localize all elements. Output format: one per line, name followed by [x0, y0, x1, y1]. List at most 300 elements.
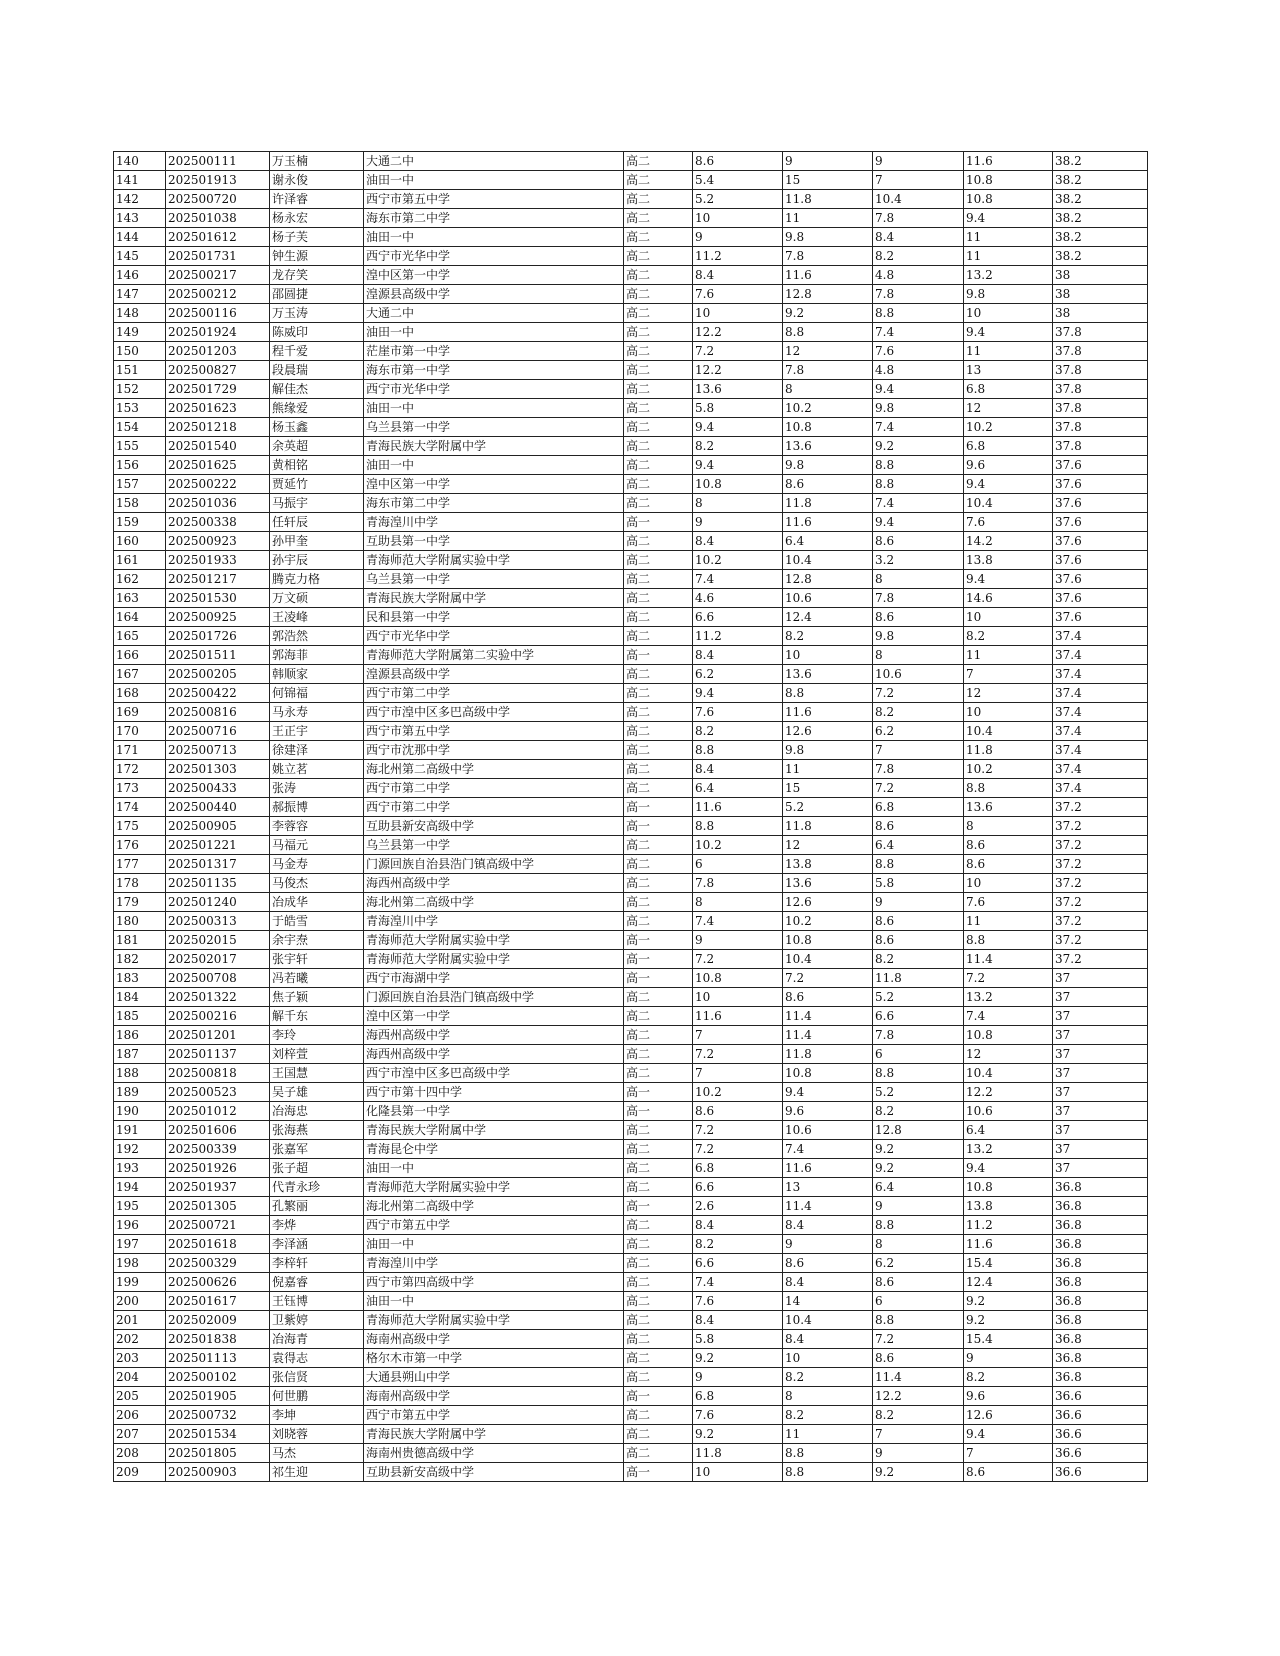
score-4-cell: 10.2	[964, 418, 1053, 437]
score-table-body	[114, 152, 1148, 1482]
grade-cell: 高一	[624, 1387, 693, 1406]
id-cell: 202500216	[166, 1007, 270, 1026]
total-cell: 37.6	[1053, 551, 1148, 570]
score-4-cell: 11.4	[964, 950, 1053, 969]
score-1-cell: 8.6	[693, 152, 783, 171]
school-cell: 乌兰县第一中学	[364, 570, 624, 589]
name-cell: 祁生迎	[270, 1463, 364, 1482]
score-2-cell: 8.4	[783, 1273, 873, 1292]
score-1-cell: 8.2	[693, 437, 783, 456]
score-1-cell: 4.6	[693, 589, 783, 608]
rank-cell: 172	[114, 760, 166, 779]
grade-cell: 高二	[624, 437, 693, 456]
total-cell: 37.2	[1053, 798, 1148, 817]
name-cell: 郭浩然	[270, 627, 364, 646]
school-cell: 海南州高级中学	[364, 1387, 624, 1406]
rank-cell: 182	[114, 950, 166, 969]
school-cell: 湟中区第一中学	[364, 1007, 624, 1026]
score-1-cell: 10	[693, 209, 783, 228]
name-cell: 杨永宏	[270, 209, 364, 228]
id-cell: 202501036	[166, 494, 270, 513]
total-cell: 38.2	[1053, 190, 1148, 209]
school-cell: 青海民族大学附属中学	[364, 1121, 624, 1140]
rank-cell: 174	[114, 798, 166, 817]
score-3-cell: 8.8	[873, 475, 964, 494]
rank-cell: 190	[114, 1102, 166, 1121]
score-3-cell: 9	[873, 893, 964, 912]
total-cell: 37	[1053, 1064, 1148, 1083]
grade-cell: 高二	[624, 665, 693, 684]
score-3-cell: 11.8	[873, 969, 964, 988]
score-3-cell: 7	[873, 1425, 964, 1444]
rank-cell: 193	[114, 1159, 166, 1178]
score-1-cell: 8	[693, 893, 783, 912]
score-1-cell: 10	[693, 988, 783, 1007]
score-2-cell: 8.4	[783, 1216, 873, 1235]
rank-cell: 196	[114, 1216, 166, 1235]
grade-cell: 高二	[624, 1140, 693, 1159]
rank-cell: 209	[114, 1463, 166, 1482]
grade-cell: 高二	[624, 1330, 693, 1349]
score-4-cell: 6.8	[964, 437, 1053, 456]
table-row	[114, 1064, 1148, 1083]
score-1-cell: 11.6	[693, 1007, 783, 1026]
grade-cell: 高二	[624, 741, 693, 760]
school-cell: 油田一中	[364, 1159, 624, 1178]
table-row	[114, 1311, 1148, 1330]
id-cell: 202501317	[166, 855, 270, 874]
rank-cell: 195	[114, 1197, 166, 1216]
school-cell: 湟中区第一中学	[364, 475, 624, 494]
score-3-cell: 9	[873, 1197, 964, 1216]
name-cell: 于皓雪	[270, 912, 364, 931]
total-cell: 37.2	[1053, 817, 1148, 836]
table-row	[114, 1102, 1148, 1121]
name-cell: 倪嘉睿	[270, 1273, 364, 1292]
grade-cell: 高二	[624, 1007, 693, 1026]
score-4-cell: 9.4	[964, 323, 1053, 342]
rank-cell: 173	[114, 779, 166, 798]
name-cell: 马振宇	[270, 494, 364, 513]
grade-cell: 高二	[624, 684, 693, 703]
id-cell: 202501221	[166, 836, 270, 855]
total-cell: 37	[1053, 1159, 1148, 1178]
score-3-cell: 8	[873, 1235, 964, 1254]
score-2-cell: 8.8	[783, 1463, 873, 1482]
score-4-cell: 11.6	[964, 152, 1053, 171]
rank-cell: 171	[114, 741, 166, 760]
id-cell: 202500716	[166, 722, 270, 741]
id-cell: 202501511	[166, 646, 270, 665]
total-cell: 37	[1053, 1026, 1148, 1045]
score-2-cell: 10	[783, 1349, 873, 1368]
table-row	[114, 1387, 1148, 1406]
table-row	[114, 931, 1148, 950]
name-cell: 杨玉鑫	[270, 418, 364, 437]
id-cell: 202501534	[166, 1425, 270, 1444]
score-1-cell: 6	[693, 855, 783, 874]
table-row	[114, 190, 1148, 209]
grade-cell: 高二	[624, 190, 693, 209]
name-cell: 冯若曦	[270, 969, 364, 988]
score-3-cell: 7.8	[873, 1026, 964, 1045]
rank-cell: 184	[114, 988, 166, 1007]
name-cell: 孙甲奎	[270, 532, 364, 551]
score-1-cell: 6.6	[693, 1178, 783, 1197]
grade-cell: 高二	[624, 893, 693, 912]
table-row	[114, 779, 1148, 798]
score-3-cell: 8.8	[873, 1216, 964, 1235]
school-cell: 海北州第二高级中学	[364, 760, 624, 779]
score-3-cell: 7.2	[873, 684, 964, 703]
school-cell: 油田一中	[364, 456, 624, 475]
total-cell: 37.2	[1053, 855, 1148, 874]
score-1-cell: 9.4	[693, 456, 783, 475]
score-2-cell: 12.6	[783, 893, 873, 912]
score-2-cell: 11	[783, 209, 873, 228]
score-1-cell: 10.8	[693, 969, 783, 988]
score-1-cell: 9	[693, 931, 783, 950]
score-3-cell: 8.6	[873, 608, 964, 627]
table-row	[114, 418, 1148, 437]
score-4-cell: 9.4	[964, 209, 1053, 228]
score-4-cell: 11.2	[964, 1216, 1053, 1235]
total-cell: 37.6	[1053, 608, 1148, 627]
score-3-cell: 8.2	[873, 950, 964, 969]
name-cell: 龙存笑	[270, 266, 364, 285]
id-cell: 202500440	[166, 798, 270, 817]
total-cell: 37.4	[1053, 779, 1148, 798]
rank-cell: 169	[114, 703, 166, 722]
table-row	[114, 1349, 1148, 1368]
score-4-cell: 8	[964, 817, 1053, 836]
school-cell: 湟源县高级中学	[364, 285, 624, 304]
id-cell: 202501933	[166, 551, 270, 570]
score-2-cell: 7.2	[783, 969, 873, 988]
score-3-cell: 8.6	[873, 532, 964, 551]
score-2-cell: 15	[783, 779, 873, 798]
score-3-cell: 8.8	[873, 855, 964, 874]
name-cell: 程千爱	[270, 342, 364, 361]
rank-cell: 194	[114, 1178, 166, 1197]
score-3-cell: 4.8	[873, 266, 964, 285]
score-3-cell: 9.2	[873, 437, 964, 456]
total-cell: 36.6	[1053, 1425, 1148, 1444]
school-cell: 海西州高级中学	[364, 1045, 624, 1064]
score-2-cell: 8.2	[783, 1368, 873, 1387]
score-1-cell: 6.4	[693, 779, 783, 798]
score-1-cell: 7.6	[693, 1292, 783, 1311]
total-cell: 37.8	[1053, 437, 1148, 456]
rank-cell: 189	[114, 1083, 166, 1102]
score-2-cell: 10.4	[783, 1311, 873, 1330]
score-2-cell: 7.8	[783, 247, 873, 266]
grade-cell: 高二	[624, 1292, 693, 1311]
id-cell: 202501913	[166, 171, 270, 190]
name-cell: 王正宇	[270, 722, 364, 741]
score-4-cell: 12.4	[964, 1273, 1053, 1292]
id-cell: 202501240	[166, 893, 270, 912]
total-cell: 36.8	[1053, 1292, 1148, 1311]
id-cell: 202501905	[166, 1387, 270, 1406]
rank-cell: 146	[114, 266, 166, 285]
total-cell: 37.2	[1053, 931, 1148, 950]
rank-cell: 187	[114, 1045, 166, 1064]
table-row	[114, 1292, 1148, 1311]
table-row	[114, 1368, 1148, 1387]
name-cell: 余宇焘	[270, 931, 364, 950]
school-cell: 油田一中	[364, 171, 624, 190]
name-cell: 马永寿	[270, 703, 364, 722]
score-2-cell: 11.8	[783, 494, 873, 513]
grade-cell: 高一	[624, 950, 693, 969]
score-4-cell: 10.4	[964, 722, 1053, 741]
score-3-cell: 7.4	[873, 494, 964, 513]
school-cell: 互助县第一中学	[364, 532, 624, 551]
score-3-cell: 7.6	[873, 342, 964, 361]
rank-cell: 148	[114, 304, 166, 323]
score-3-cell: 8.8	[873, 456, 964, 475]
total-cell: 37	[1053, 1045, 1148, 1064]
score-2-cell: 11.8	[783, 1045, 873, 1064]
score-2-cell: 12	[783, 342, 873, 361]
score-3-cell: 12.8	[873, 1121, 964, 1140]
score-4-cell: 10.6	[964, 1102, 1053, 1121]
score-2-cell: 12.6	[783, 722, 873, 741]
name-cell: 代青永珍	[270, 1178, 364, 1197]
score-1-cell: 6.6	[693, 608, 783, 627]
school-cell: 西宁市沈那中学	[364, 741, 624, 760]
name-cell: 袁得志	[270, 1349, 364, 1368]
score-1-cell: 6.2	[693, 665, 783, 684]
table-row	[114, 437, 1148, 456]
score-2-cell: 13.6	[783, 437, 873, 456]
id-cell: 202501612	[166, 228, 270, 247]
table-row	[114, 1330, 1148, 1349]
id-cell: 202501137	[166, 1045, 270, 1064]
id-cell: 202500720	[166, 190, 270, 209]
school-cell: 民和县第一中学	[364, 608, 624, 627]
score-1-cell: 6.6	[693, 1254, 783, 1273]
table-row	[114, 456, 1148, 475]
school-cell: 青海师范大学附属实验中学	[364, 1178, 624, 1197]
rank-cell: 192	[114, 1140, 166, 1159]
score-1-cell: 7.4	[693, 1273, 783, 1292]
table-row	[114, 1254, 1148, 1273]
school-cell: 互助县新安高级中学	[364, 1463, 624, 1482]
score-4-cell: 11	[964, 342, 1053, 361]
score-3-cell: 8.6	[873, 1273, 964, 1292]
score-1-cell: 11.2	[693, 627, 783, 646]
rank-cell: 191	[114, 1121, 166, 1140]
grade-cell: 高一	[624, 1083, 693, 1102]
table-row	[114, 1140, 1148, 1159]
total-cell: 37	[1053, 1007, 1148, 1026]
rank-cell: 206	[114, 1406, 166, 1425]
total-cell: 37.4	[1053, 722, 1148, 741]
school-cell: 油田一中	[364, 1292, 624, 1311]
grade-cell: 高二	[624, 342, 693, 361]
total-cell: 37	[1053, 969, 1148, 988]
score-2-cell: 11.6	[783, 513, 873, 532]
school-cell: 门源回族自治县浩门镇高级中学	[364, 988, 624, 1007]
score-2-cell: 11.8	[783, 817, 873, 836]
school-cell: 西宁市第二中学	[364, 779, 624, 798]
table-row	[114, 551, 1148, 570]
table-row	[114, 1444, 1148, 1463]
score-4-cell: 10	[964, 304, 1053, 323]
grade-cell: 高二	[624, 1425, 693, 1444]
table-row	[114, 304, 1148, 323]
total-cell: 37.6	[1053, 456, 1148, 475]
name-cell: 马俊杰	[270, 874, 364, 893]
rank-cell: 185	[114, 1007, 166, 1026]
total-cell: 36.8	[1053, 1254, 1148, 1273]
score-2-cell: 13.6	[783, 874, 873, 893]
total-cell: 37.2	[1053, 836, 1148, 855]
score-3-cell: 9.4	[873, 513, 964, 532]
grade-cell: 高一	[624, 513, 693, 532]
table-row	[114, 1178, 1148, 1197]
table-row	[114, 703, 1148, 722]
name-cell: 万玉涛	[270, 304, 364, 323]
rank-cell: 207	[114, 1425, 166, 1444]
score-1-cell: 8.2	[693, 1235, 783, 1254]
school-cell: 乌兰县第一中学	[364, 418, 624, 437]
table-row	[114, 532, 1148, 551]
school-cell: 油田一中	[364, 323, 624, 342]
rank-cell: 180	[114, 912, 166, 931]
school-cell: 青海师范大学附属实验中学	[364, 551, 624, 570]
table-row	[114, 760, 1148, 779]
school-cell: 青海湟川中学	[364, 912, 624, 931]
name-cell: 万文硕	[270, 589, 364, 608]
grade-cell: 高二	[624, 1444, 693, 1463]
rank-cell: 205	[114, 1387, 166, 1406]
total-cell: 37.2	[1053, 874, 1148, 893]
total-cell: 37	[1053, 1083, 1148, 1102]
score-1-cell: 8.4	[693, 1311, 783, 1330]
score-4-cell: 14.6	[964, 589, 1053, 608]
grade-cell: 高二	[624, 988, 693, 1007]
table-row	[114, 1463, 1148, 1482]
id-cell: 202500329	[166, 1254, 270, 1273]
score-2-cell: 11.6	[783, 703, 873, 722]
name-cell: 李坤	[270, 1406, 364, 1425]
school-cell: 海东市第二中学	[364, 209, 624, 228]
score-2-cell: 9.8	[783, 741, 873, 760]
rank-cell: 175	[114, 817, 166, 836]
score-4-cell: 9.4	[964, 1159, 1053, 1178]
name-cell: 卫紫婷	[270, 1311, 364, 1330]
id-cell: 202500827	[166, 361, 270, 380]
total-cell: 36.8	[1053, 1349, 1148, 1368]
school-cell: 西宁市第四高级中学	[364, 1273, 624, 1292]
name-cell: 张信贤	[270, 1368, 364, 1387]
table-row	[114, 494, 1148, 513]
score-4-cell: 9.2	[964, 1311, 1053, 1330]
school-cell: 西宁市湟中区多巴高级中学	[364, 1064, 624, 1083]
rank-cell: 197	[114, 1235, 166, 1254]
name-cell: 韩顺家	[270, 665, 364, 684]
score-4-cell: 13.2	[964, 988, 1053, 1007]
score-2-cell: 8.6	[783, 475, 873, 494]
score-4-cell: 9.4	[964, 475, 1053, 494]
total-cell: 37.6	[1053, 513, 1148, 532]
id-cell: 202501937	[166, 1178, 270, 1197]
score-1-cell: 7.6	[693, 1406, 783, 1425]
score-3-cell: 6	[873, 1292, 964, 1311]
grade-cell: 高二	[624, 703, 693, 722]
id-cell: 202500903	[166, 1463, 270, 1482]
score-2-cell: 13	[783, 1178, 873, 1197]
grade-cell: 高二	[624, 152, 693, 171]
name-cell: 邵圆捷	[270, 285, 364, 304]
id-cell: 202500433	[166, 779, 270, 798]
score-4-cell: 10.8	[964, 171, 1053, 190]
id-cell: 202501924	[166, 323, 270, 342]
score-3-cell: 9.2	[873, 1159, 964, 1178]
score-2-cell: 11.6	[783, 266, 873, 285]
grade-cell: 高二	[624, 171, 693, 190]
grade-cell: 高二	[624, 399, 693, 418]
id-cell: 202500116	[166, 304, 270, 323]
table-row	[114, 855, 1148, 874]
score-4-cell: 11	[964, 912, 1053, 931]
score-2-cell: 10.6	[783, 589, 873, 608]
score-1-cell: 11.6	[693, 798, 783, 817]
total-cell: 37.6	[1053, 589, 1148, 608]
table-row	[114, 247, 1148, 266]
table-row	[114, 1406, 1148, 1425]
score-4-cell: 9.4	[964, 1425, 1053, 1444]
score-3-cell: 9.8	[873, 399, 964, 418]
school-cell: 青海师范大学附属实验中学	[364, 950, 624, 969]
id-cell: 202500222	[166, 475, 270, 494]
score-1-cell: 11.2	[693, 247, 783, 266]
grade-cell: 高二	[624, 912, 693, 931]
score-3-cell: 5.8	[873, 874, 964, 893]
id-cell: 202501540	[166, 437, 270, 456]
score-3-cell: 8.2	[873, 703, 964, 722]
score-1-cell: 11.8	[693, 1444, 783, 1463]
name-cell: 陈威印	[270, 323, 364, 342]
name-cell: 冶海忠	[270, 1102, 364, 1121]
table-row	[114, 475, 1148, 494]
name-cell: 马福元	[270, 836, 364, 855]
rank-cell: 162	[114, 570, 166, 589]
grade-cell: 高二	[624, 1064, 693, 1083]
score-1-cell: 9.4	[693, 684, 783, 703]
score-2-cell: 11.8	[783, 190, 873, 209]
score-4-cell: 12	[964, 399, 1053, 418]
total-cell: 36.8	[1053, 1178, 1148, 1197]
score-4-cell: 9.6	[964, 1387, 1053, 1406]
school-cell: 湟源县高级中学	[364, 665, 624, 684]
score-4-cell: 11.6	[964, 1235, 1053, 1254]
score-1-cell: 9.4	[693, 418, 783, 437]
rank-cell: 200	[114, 1292, 166, 1311]
table-row	[114, 646, 1148, 665]
score-4-cell: 15.4	[964, 1330, 1053, 1349]
table-row	[114, 1216, 1148, 1235]
id-cell: 202501201	[166, 1026, 270, 1045]
score-4-cell: 8.6	[964, 1463, 1053, 1482]
score-2-cell: 9.6	[783, 1102, 873, 1121]
score-2-cell: 13.8	[783, 855, 873, 874]
score-2-cell: 8.2	[783, 627, 873, 646]
school-cell: 门源回族自治县浩门镇高级中学	[364, 855, 624, 874]
